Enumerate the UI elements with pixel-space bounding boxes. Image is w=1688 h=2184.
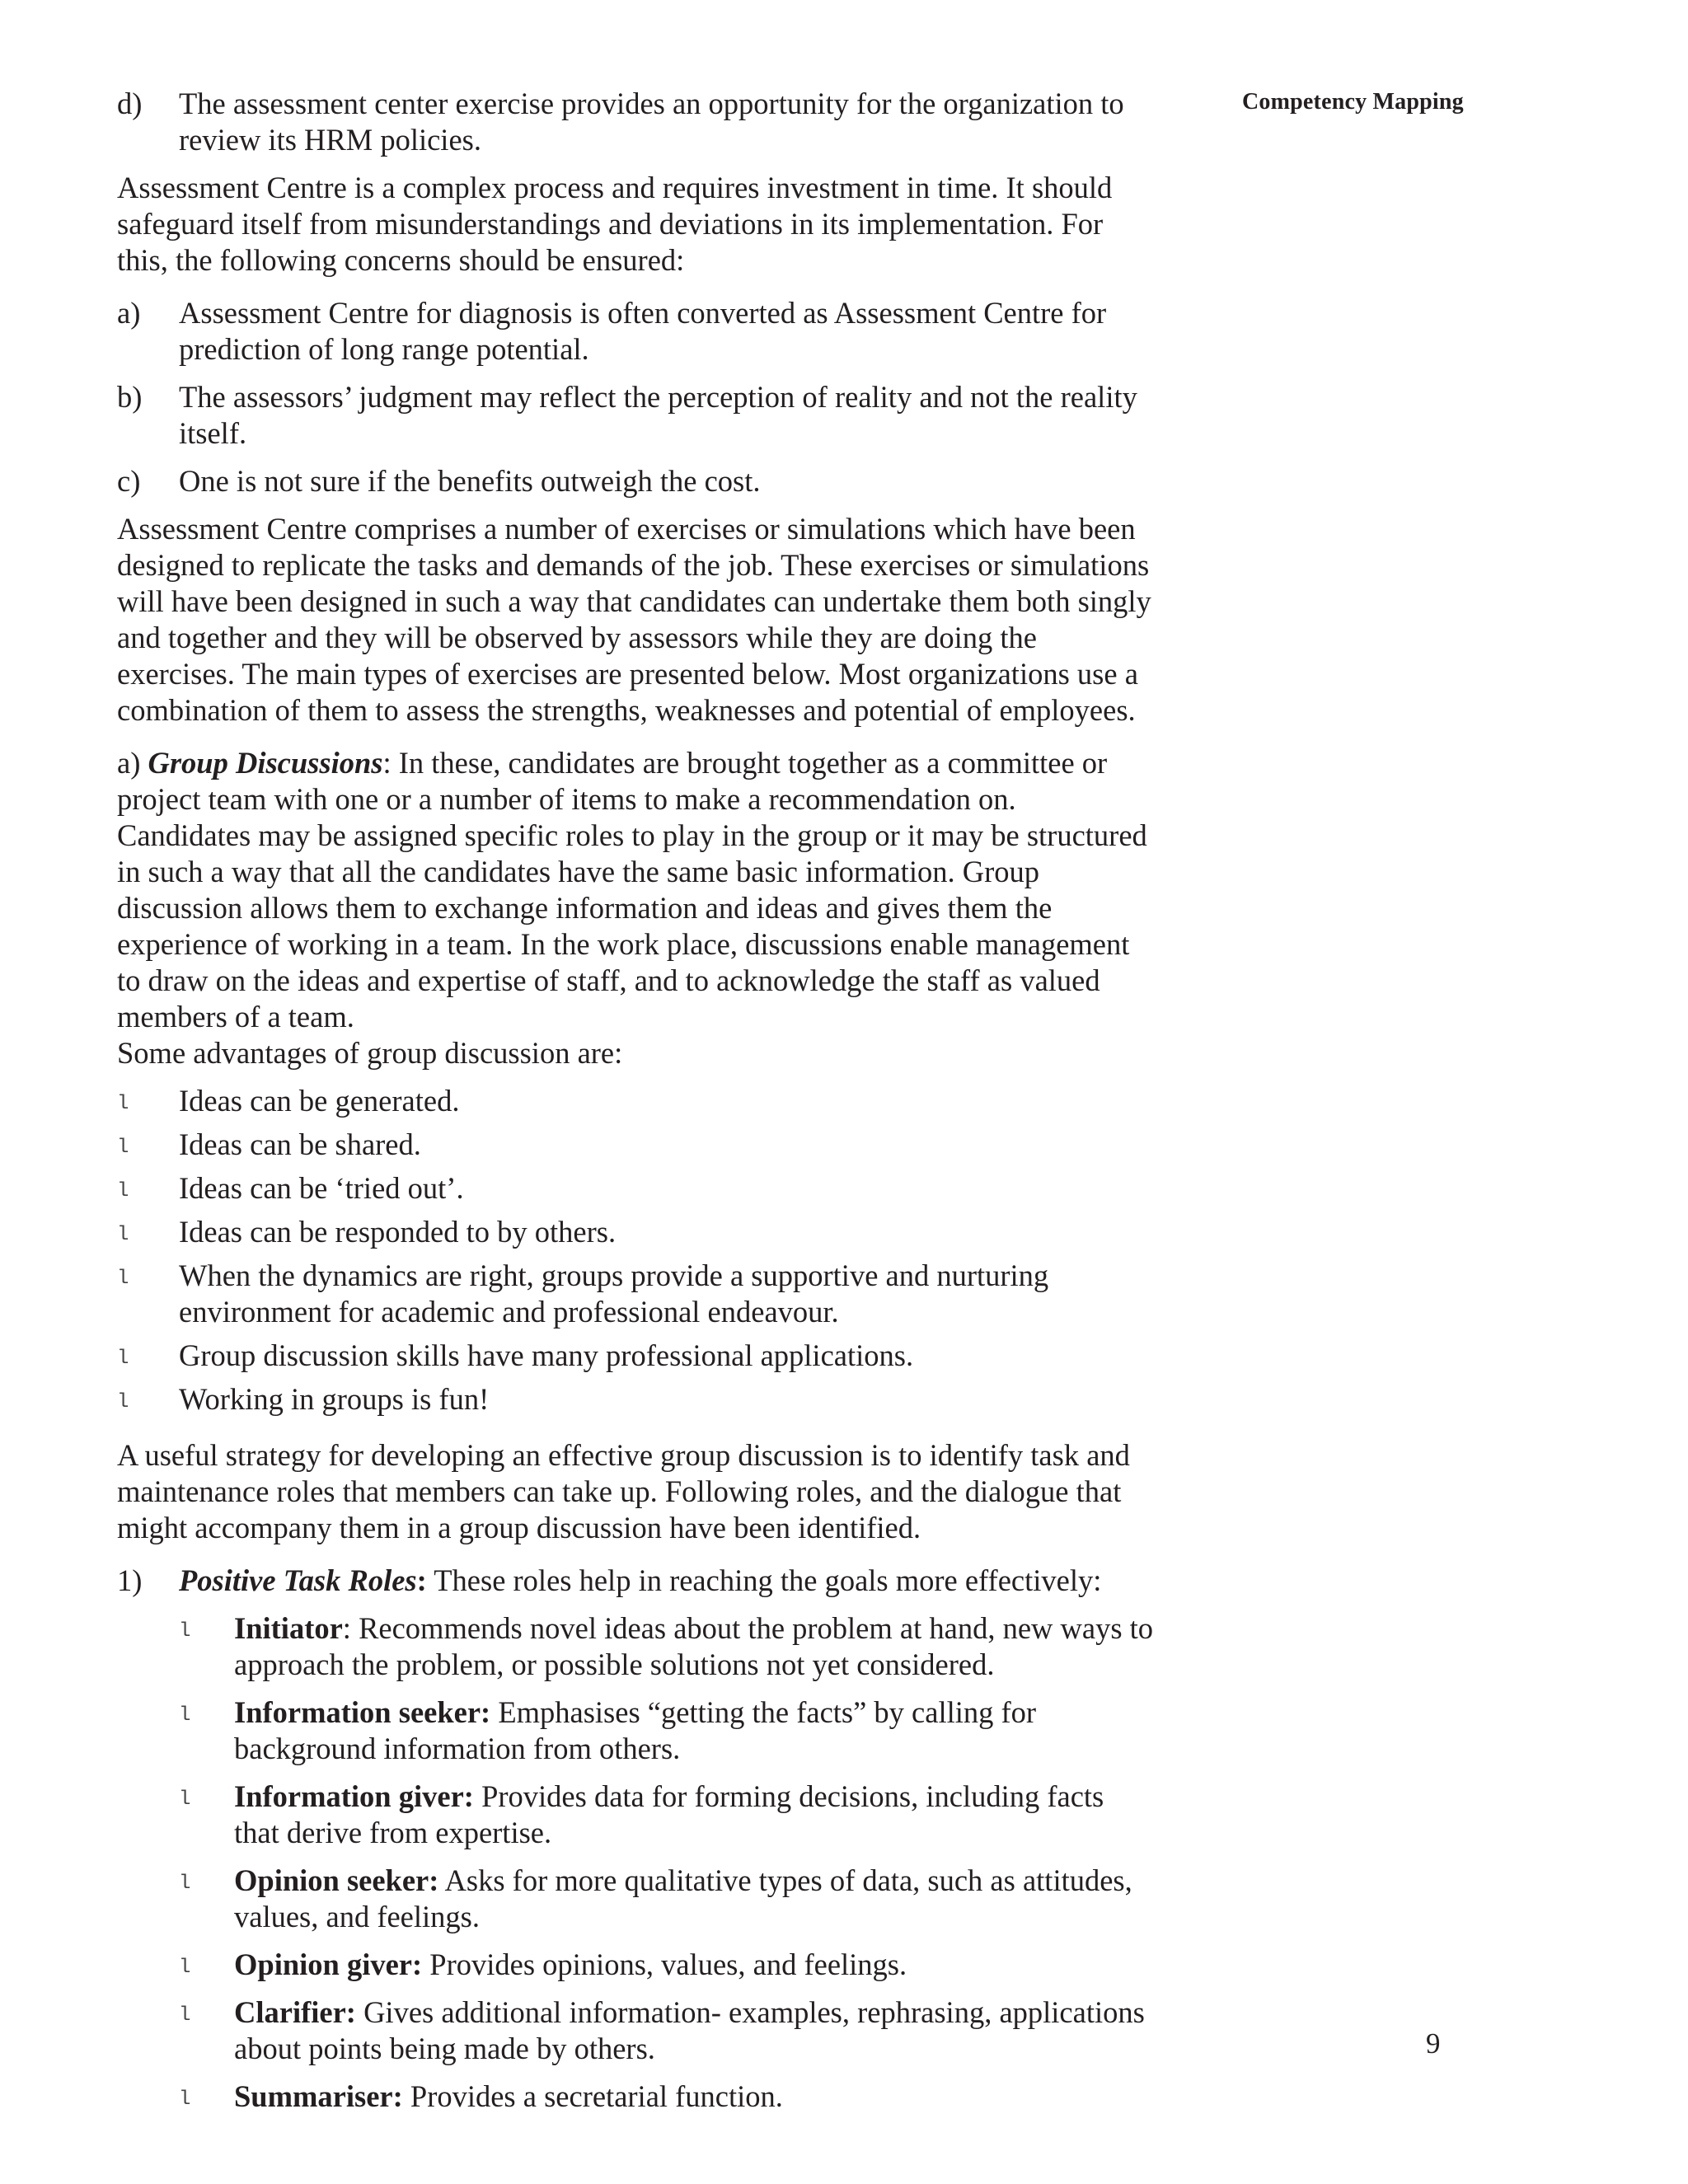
section-title: Positive Task Roles <box>179 1563 417 1597</box>
role-item <box>179 1779 1156 1851</box>
role-item <box>179 1610 1156 1683</box>
page-number: 9 <box>1426 2027 1441 2060</box>
list-item <box>117 1127 1156 1163</box>
task-roles-list <box>117 1610 1156 2115</box>
list-item <box>117 1083 1156 1119</box>
paragraph-assessment-centre-intro: Assessment Centre is a complex process and requires investment in time. It should safeguard itself from misunderstandings and deviations in its implementation. For this, the following concerns should be ensured: <box>117 171 1113 277</box>
item-marker: 1) <box>117 1563 143 1597</box>
bullet-icon: l <box>179 1788 191 1811</box>
role-item <box>179 1947 1156 1983</box>
paragraph-strategy: A useful strategy for developing an effective group discussion is to identify task and maintenance roles that members can take up. Following roles, and the dialogue that might accompany them in a group discussion have been identified. <box>117 1438 1130 1544</box>
role-item <box>179 1694 1156 1767</box>
main-content <box>117 86 1156 2126</box>
role-description: Provides opinions, values, and feelings. <box>422 1947 907 1981</box>
bullet-icon: l <box>117 1093 129 1115</box>
list-item-text: When the dynamics are right, groups provide a supportive and nurturing environment for academic and professional endeavour. <box>179 1258 1049 1329</box>
item-marker: d) <box>117 87 143 120</box>
item-text: The assessment center exercise provides an opportunity for the organization to review its HRM policies. <box>179 87 1124 157</box>
item-marker: c) <box>117 464 141 498</box>
list-item-text: Group discussion skills have many professional applications. <box>179 1338 914 1372</box>
bullet-icon: l <box>179 1620 191 1643</box>
concern-item <box>117 295 1156 368</box>
bullet-icon: l <box>179 1704 191 1727</box>
role-name: Opinion giver: <box>234 1947 423 1981</box>
concerns-list <box>117 295 1156 499</box>
bullet-icon: l <box>179 1872 191 1895</box>
bullet-icon: l <box>117 1391 129 1413</box>
concern-item <box>117 379 1156 452</box>
section-title: Group Discussions <box>148 746 383 780</box>
list-item-text: Working in groups is fun! <box>179 1382 490 1416</box>
section-text: : In these, candidates are brought together as a committee or project team with one or a number of items to make a recommendation on. Candidates may be assigned specific roles to play in the group or it may be structured in such a way that all the candidates have the same basic information. Group discussion allows them to exchange information and ideas and gives them the experience of working in a team. In the work place, discussions enable management to draw on the ideas and expertise of staff, and to acknowledge the staff as valued members of a team. <box>117 746 1147 1033</box>
role-item <box>179 1994 1156 2067</box>
list-item <box>117 1214 1156 1250</box>
bullet-icon: l <box>117 1224 129 1246</box>
role-name: Clarifier: <box>234 1995 356 2029</box>
paragraph-exercises: Assessment Centre comprises a number of exercises or simulations which have been designed to replicate the tasks and demands of the job. These exercises or simulations will have been designed in such a way that candidates can undertake them both singly and together and they will be observed by assessors while they are doing the exercises. The main types of exercises are presented below. Most organizations use a combination of them to assess the strengths, weaknesses and potential of employees. <box>117 512 1151 727</box>
task-roles-section <box>117 1563 1156 1599</box>
role-name: Information seeker: <box>234 1695 491 1729</box>
role-name: Initiator <box>234 1611 343 1645</box>
list-item-text: Ideas can be responded to by others. <box>179 1215 617 1249</box>
role-name: Opinion seeker: <box>234 1863 439 1897</box>
section-prefix: a) <box>117 746 148 780</box>
role-name: Information giver: <box>234 1779 474 1813</box>
role-description: : Recommends novel ideas about the problem at hand, new ways to approach the problem, or possible solutions not yet considered. <box>234 1611 1154 1681</box>
role-item <box>179 1863 1156 1935</box>
list-item <box>117 1258 1156 1330</box>
paragraph-group-discussions <box>117 745 1156 1035</box>
list-item-d <box>117 86 1156 158</box>
bullet-icon: l <box>117 1180 129 1202</box>
item-text: The assessors’ judgment may reflect the perception of reality and not the reality itself. <box>179 380 1137 450</box>
advantages-intro: Some advantages of group discussion are: <box>117 1036 623 1070</box>
bullet-icon: l <box>117 1268 129 1290</box>
list-item-text: Ideas can be ‘tried out’. <box>179 1171 464 1205</box>
bullet-icon: l <box>179 2004 191 2027</box>
bullet-icon: l <box>117 1137 129 1159</box>
list-item-text: Ideas can be shared. <box>179 1127 421 1161</box>
advantages-list <box>117 1083 1156 1418</box>
item-marker: b) <box>117 380 143 414</box>
role-description: Emphasises “getting the facts” by calling for background information from others. <box>234 1695 1037 1765</box>
list-item-text: Ideas can be generated. <box>179 1084 460 1118</box>
role-description: Asks for more qualitative types of data, such as attitudes, values, and feelings. <box>234 1863 1132 1933</box>
role-item <box>179 2079 1156 2115</box>
list-item <box>117 1338 1156 1374</box>
bullet-icon: l <box>179 1957 191 1979</box>
role-name: Summariser: <box>234 2079 403 2113</box>
role-description: Provides a secretarial function. <box>402 2079 783 2113</box>
role-description: Gives additional information- examples, rephrasing, applications about points being made by others. <box>234 1995 1145 2065</box>
bullet-icon: l <box>179 2088 191 2111</box>
item-marker: a) <box>117 296 141 330</box>
list-item <box>117 1381 1156 1418</box>
role-description: Provides data for forming decisions, including facts that derive from expertise. <box>234 1779 1104 1849</box>
item-text: Assessment Centre for diagnosis is often converted as Assessment Centre for prediction of long range potential. <box>179 296 1107 366</box>
bullet-icon: l <box>117 1347 129 1370</box>
running-head: Competency Mapping <box>1242 89 1464 115</box>
item-text: One is not sure if the benefits outweigh the cost. <box>179 464 761 498</box>
concern-item <box>117 463 1156 499</box>
list-item <box>117 1170 1156 1207</box>
section-text: These roles help in reaching the goals more effectively: <box>426 1563 1102 1597</box>
section-colon: : <box>416 1563 427 1597</box>
